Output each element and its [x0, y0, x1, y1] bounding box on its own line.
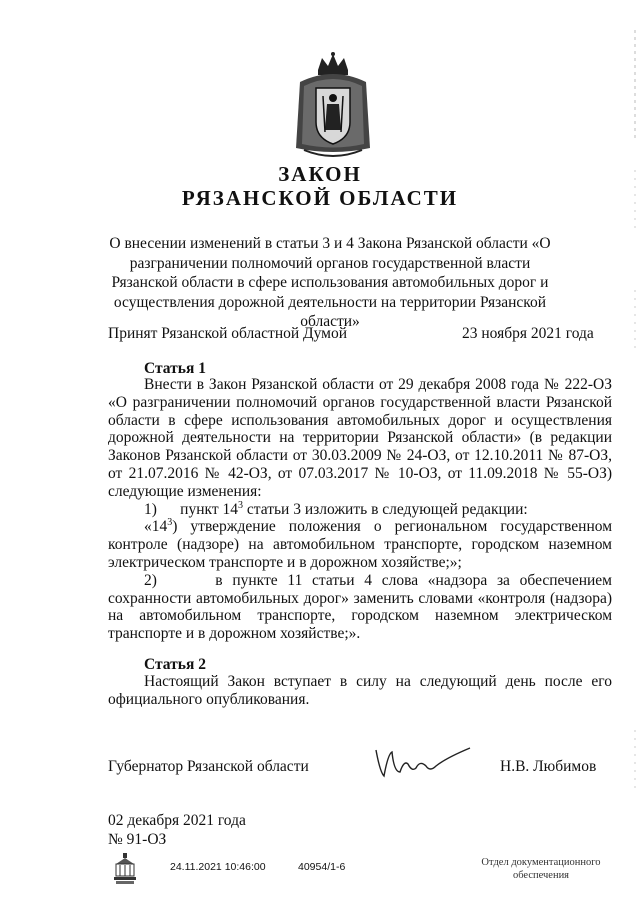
department-stamp [466, 856, 616, 882]
quote-text: ) утверждение положения о региональном государственном контроле (надзоре) на автомобильном транспорте, городском наземном электрическом транспорте и в дорожном хозяйстве;»; [108, 518, 612, 571]
scan-edge-marks [632, 30, 638, 850]
duma-building-icon [112, 852, 138, 886]
quote-sup: 3 [167, 517, 173, 529]
item-2-number: 2) [144, 571, 157, 589]
item-1-number: 1) [144, 500, 157, 518]
stamp-line-1: Отдел документационного [481, 857, 601, 868]
stamp-line-2: обеспечения [512, 870, 570, 881]
quote-open: «14 [144, 518, 168, 536]
item-1-pre: пункт 14 [180, 500, 238, 518]
law-number: № 91-ОЗ [108, 831, 167, 848]
article-1-heading: Статья 1 [144, 360, 206, 377]
governor-position: Губернатор Рязанской области [108, 758, 309, 775]
adopted-by: Принят Рязанской областной Думой [108, 325, 348, 342]
article-1-item-1 [108, 501, 612, 519]
law-region-title: РЯЗАНСКОЙ ОБЛАСТИ [181, 186, 459, 210]
registration-timestamp: 24.11.2021 10:46:00 [170, 861, 266, 873]
item-1-post: статьи 3 изложить в следующей редакции: [243, 500, 528, 518]
handwritten-signature [370, 742, 480, 782]
article-2-text: Настоящий Закон вступает в силу на следующий день после его официального опубликования. [108, 673, 612, 708]
law-subtitle: О внесении изменений в статьи 3 и 4 Закона Рязанской области «О разграничении полномочий органов государственной власти Рязанской области в сфере использования автомобильных дорог и осуществления дорожной деятельности на территории Рязанской области» [109, 235, 551, 330]
governor-name: Н.В. Любимов [500, 758, 597, 775]
article-1-body [108, 376, 612, 643]
item-1-sup: 3 [238, 499, 243, 511]
law-title: ЗАКОН [278, 162, 362, 186]
article-2-heading: Статья 2 [144, 656, 206, 673]
article-1-item-2 [108, 572, 612, 643]
article-1-quote [108, 518, 612, 571]
coat-of-arms-emblem [290, 52, 376, 162]
document-code: 40954/1-6 [298, 861, 346, 873]
article-1-intro: Внести в Закон Рязанской области от 29 декабря 2008 года № 222-ОЗ «О разграничении полномочий органов государственной власти Рязанской области в сфере использования автомобильных дорог и осуществления дорожной деятельности на территории Рязанской области» (в редакции Законов Рязанской области от 30.03.2009 № 24-ОЗ, от 12.10.2011 № 87-ОЗ, от 21.07.2016 № 42-ОЗ, от 07.03.2017 № 10-ОЗ, от 11.09.2018 № 55-ОЗ) следующие изменения: [108, 376, 612, 500]
item-2-text: в пункте 11 статьи 4 слова «надзора за обеспечением сохранности автомобильных дорог» заменить словами «контроля (надзора) на автомобильном транспорте, городском наземном электрическом транспорте и в дорожном хозяйстве;». [108, 571, 612, 643]
signing-date: 02 декабря 2021 года [108, 812, 246, 829]
adoption-date: 23 ноября 2021 года [462, 325, 594, 342]
article-2-body [108, 673, 612, 709]
